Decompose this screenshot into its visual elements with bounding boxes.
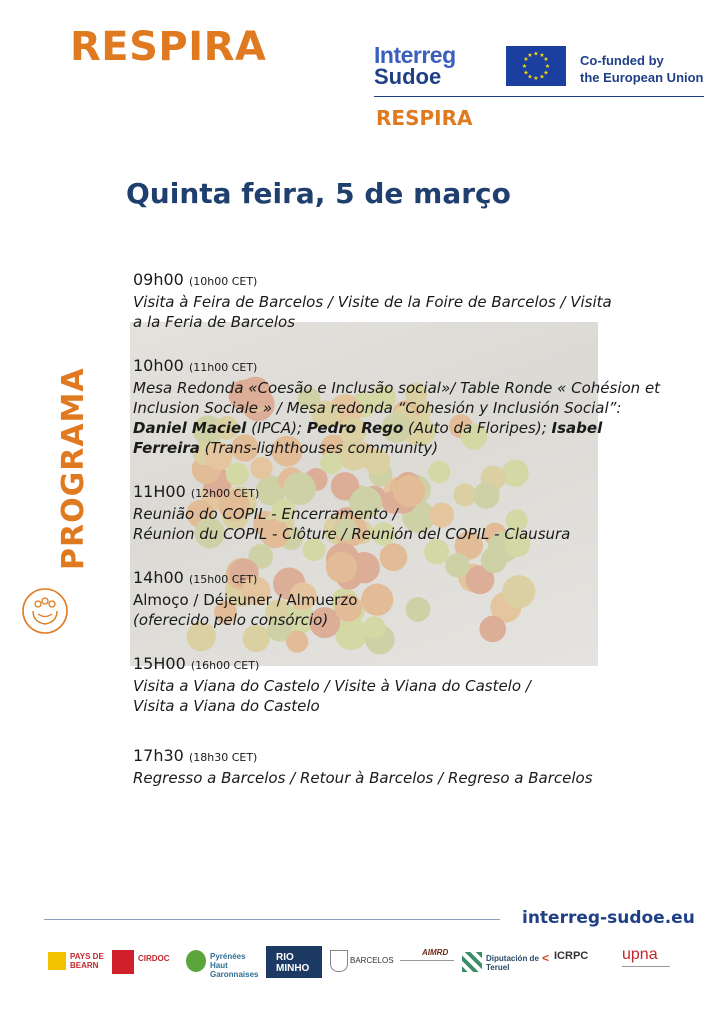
item-time: 14h00: [133, 568, 184, 587]
svg-text:★: ★: [539, 73, 545, 81]
svg-text:★: ★: [539, 52, 545, 59]
eu-flag-icon: [506, 46, 566, 86]
program-list: [133, 270, 673, 812]
svg-text:★: ★: [543, 56, 549, 63]
item-cet-time: (15h00 CET): [188, 573, 258, 586]
item-time: 11H00: [133, 482, 186, 501]
rio-minho-logo: RIO MINHO: [266, 946, 322, 978]
svg-text:★: ★: [533, 75, 539, 82]
diputacion-teruel-logo: Diputación de Teruel: [462, 946, 542, 978]
item-description-line: Reunião do COPIL - Encerramento /: [133, 505, 398, 523]
side-label-text: PROGRAMA: [56, 367, 91, 570]
side-label: [12, 340, 91, 570]
icrpc-logo: < ICRPC: [542, 950, 589, 965]
item-description: [133, 378, 673, 458]
item-time: 09h00: [133, 270, 184, 289]
item-cet-time: (18h30 CET): [188, 751, 258, 764]
program-name: RESPIRA: [376, 106, 473, 130]
speaker-org: (Auto da Floripes);: [403, 419, 552, 437]
item-description-line: (oferecido pelo consórcio): [133, 611, 329, 629]
svg-text:★: ★: [533, 50, 539, 58]
barcelos-logo: BARCELOS: [330, 946, 398, 978]
svg-text:★: ★: [527, 73, 533, 81]
item-description: Visita à Feira de Barcelos / Visite de la Foire de Barcelos / Visita a la Feria de Barcelos: [133, 293, 612, 331]
cofunded-label: [580, 52, 720, 86]
svg-text:★: ★: [521, 63, 528, 70]
interreg-logo-line2: Sudoe: [374, 64, 442, 89]
item-time: 17h30: [133, 746, 184, 765]
partner-logos: [48, 946, 688, 982]
speaker-org: (Trans-lighthouses community): [199, 439, 439, 457]
item-cet-time: (12h00 CET): [190, 487, 260, 500]
item-cet-time: (10h00 CET): [188, 275, 258, 288]
item-description-line: Visita a Viana do Castelo: [133, 697, 320, 715]
program-item: [133, 356, 673, 458]
aimrd-logo: AIMRD: [400, 946, 458, 978]
item-description-line: Almoço / Déjeuner / Almuerzo: [133, 591, 358, 609]
item-time: 10h00: [133, 356, 184, 375]
cofunded-line2: the European Union: [580, 70, 704, 85]
program-item: [133, 746, 673, 788]
program-item: [133, 270, 673, 332]
program-item: [133, 654, 673, 716]
speaker-org: (IPCA);: [246, 419, 307, 437]
speaker-name: Pedro Rego: [306, 419, 404, 437]
pays-de-bearn-logo: PAYS DE BEARN: [48, 946, 104, 978]
footer-divider: [44, 919, 500, 920]
svg-text:★: ★: [523, 69, 529, 77]
svg-text:★: ★: [544, 63, 551, 70]
header-divider: [374, 96, 704, 97]
speaker-name: Isabel Ferreira: [133, 419, 603, 457]
day-heading: Quinta feira, 5 de março: [126, 177, 511, 210]
program-item: [133, 482, 673, 544]
pyrenees-logo: Pyrénées Haut Garonnaises: [186, 946, 262, 978]
interreg-logo: [374, 44, 456, 88]
item-cet-time: (16h00 CET): [190, 659, 260, 672]
speaker-name: Daniel Maciel: [133, 419, 247, 437]
community-hands-icon: [20, 586, 70, 636]
document-title: RESPIRA: [70, 24, 267, 70]
roundtable-title: Mesa Redonda «Coesão e Inclusão social»/ Table Ronde « Cohésion et Inclusion Sociale » / Mesa redonda “Cohesión y Inclusión Social”:: [133, 379, 661, 417]
cofunded-line1: Co-funded by: [580, 53, 664, 68]
item-cet-time: (11h00 CET): [188, 361, 258, 374]
upna-logo: upna: [622, 946, 674, 978]
svg-text:★: ★: [543, 69, 549, 77]
svg-text:★: ★: [527, 52, 533, 59]
program-item: [133, 568, 673, 630]
cirdoc-logo: CIRDOC: [112, 946, 170, 978]
svg-text:★: ★: [523, 56, 529, 63]
website-link[interactable]: interreg-sudoe.eu: [522, 908, 695, 928]
interreg-logo-line1: Interreg: [374, 42, 456, 68]
item-description-line: Visita a Viana do Castelo / Visite à Viana do Castelo /: [133, 677, 531, 695]
item-description-line: Réunion du COPIL - Clôture / Reunión del COPIL - Clausura: [133, 525, 571, 543]
item-time: 15H00: [133, 654, 186, 673]
item-description: Regresso a Barcelos / Retour à Barcelos / Regreso a Barcelos: [133, 769, 593, 787]
